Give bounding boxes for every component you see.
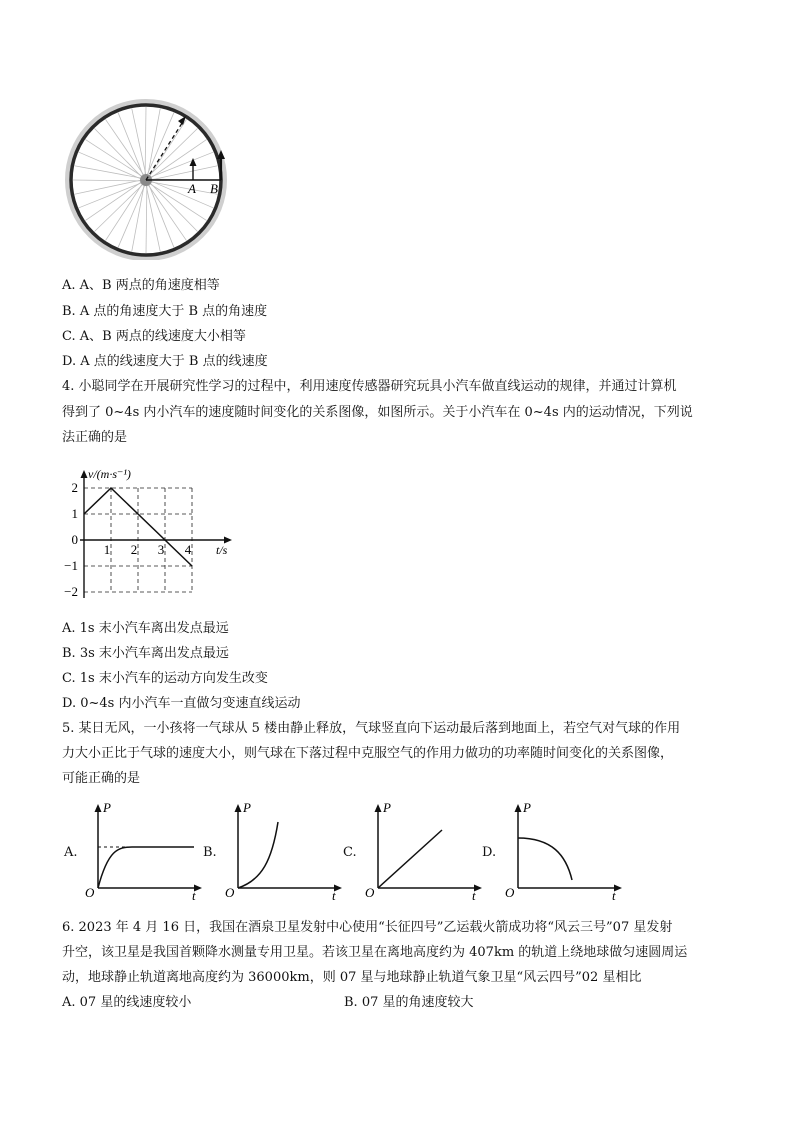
vt-ytick-label: 1: [71, 506, 78, 521]
q5-graph-b: [222, 800, 344, 904]
q5-label-b: B.: [203, 845, 217, 860]
axis-p-b: P: [243, 800, 251, 815]
q5-curve-b: [238, 822, 278, 888]
vt-ytick-label: 2: [71, 480, 78, 495]
vt-ytick-label: −1: [64, 558, 78, 573]
q6-stem-line-2: 升空，该卫星是我国首颗降水测量专用卫星。若该卫星在离地高度约为 407km 的轨道上绕地球做匀速圆周运: [62, 945, 688, 960]
q5-curve-a: [98, 847, 194, 888]
axis-t-d: t: [612, 888, 616, 900]
axis-p-d: P: [523, 800, 531, 815]
q3-option-d: D. A 点的线速度大于 B 点的线速度: [62, 354, 268, 369]
q5-graph-c: [362, 800, 484, 904]
q3-option-c: C. A、B 两点的线速度大小相等: [62, 329, 246, 344]
q4-option-b: B. 3s 末小汽车离出发点最远: [62, 646, 229, 661]
axis-t-c: t: [472, 888, 476, 900]
vt-axes: [80, 470, 232, 598]
axis-p-a: P: [103, 800, 111, 815]
q3-option-b: B. A 点的角速度大于 B 点的角速度: [62, 304, 268, 319]
point-label-b: B: [210, 181, 218, 196]
q5-graph-a: [82, 800, 204, 904]
vt-xlabel: t/s: [216, 543, 228, 557]
axis-t-b: t: [332, 888, 336, 900]
vt-y-arrow: [81, 470, 88, 478]
vt-xtick-label: 1: [103, 542, 111, 557]
q5-label-d: D.: [482, 845, 497, 860]
q5-stem-line-1: 5. 某日无风，一小孩将一气球从 5 楼由静止释放，气球竖直向下运动最后落到地面上，若空气对气球的作用: [62, 721, 681, 736]
vt-xtick-label: 2: [130, 542, 138, 557]
q5-stem-line-2: 力大小正比于气球的速度大小，则气球在下落过程中克服空气的作用力做功的功率随时间变化的关系图像，: [62, 746, 674, 761]
q5-graph-d: [502, 800, 624, 904]
axis-o-c: O: [365, 885, 375, 900]
q4-stem-line-1: 4. 小聪同学在开展研究性学习的过程中，利用速度传感器研究玩具小汽车做直线运动的规律，并通过计算机: [62, 379, 677, 394]
axis-o-a: O: [85, 885, 95, 900]
q3-option-a: A. A、B 两点的角速度相等: [62, 278, 220, 293]
axis-o-b: O: [225, 885, 235, 900]
q6-option-a: A. 07 星的线速度较小: [62, 995, 192, 1010]
axis-p-c: P: [383, 800, 391, 815]
wheel-figure: [62, 92, 230, 260]
axis-t-a: t: [192, 888, 196, 900]
axis-o-d: O: [505, 885, 515, 900]
q4-option-a: A. 1s 末小汽车离出发点最远: [62, 621, 229, 636]
q4-option-c: C. 1s 末小汽车的运动方向发生改变: [62, 671, 268, 686]
vt-xtick-label: 3: [157, 542, 165, 557]
q6-stem-line-3: 动，地球静止轨道离地高度约为 36000km，则 07 星与地球静止轨道气象卫星“风云四号”02 星相比: [62, 970, 642, 985]
wheel-svg: [62, 92, 230, 260]
vt-ytick-label: −2: [64, 584, 78, 599]
vt-ylabel: v/(m·s⁻¹): [88, 467, 131, 481]
q6-stem-line-1: 6. 2023 年 4 月 16 日，我国在酒泉卫星发射中心使用“长征四号”乙运载火箭成功将“风云三号”07 星发射: [62, 920, 673, 935]
q5-label-c: C.: [343, 845, 357, 860]
q4-option-d: D. 0~4s 内小汽车一直做匀变速直线运动: [62, 696, 301, 711]
q4-stem-line-3: 法正确的是: [62, 430, 128, 445]
q5-label-a: A.: [64, 845, 78, 860]
vt-chart: [58, 458, 238, 604]
q5-stem-line-3: 可能正确的是: [62, 771, 141, 786]
q5-curve-d: [518, 838, 572, 880]
vt-ytick-label: 0: [71, 532, 78, 547]
vt-xtick-label: 4: [184, 542, 192, 557]
point-label-a: A: [188, 181, 196, 196]
vt-chart-svg: [58, 458, 238, 604]
q5-curve-c: [378, 830, 442, 888]
q4-stem-line-2: 得到了 0~4s 内小汽车的速度随时间变化的关系图像，如图所示。关于小汽车在 0~4s 内的运动情况，下列说: [62, 405, 693, 420]
q6-option-b: B. 07 星的角速度较大: [344, 995, 474, 1010]
